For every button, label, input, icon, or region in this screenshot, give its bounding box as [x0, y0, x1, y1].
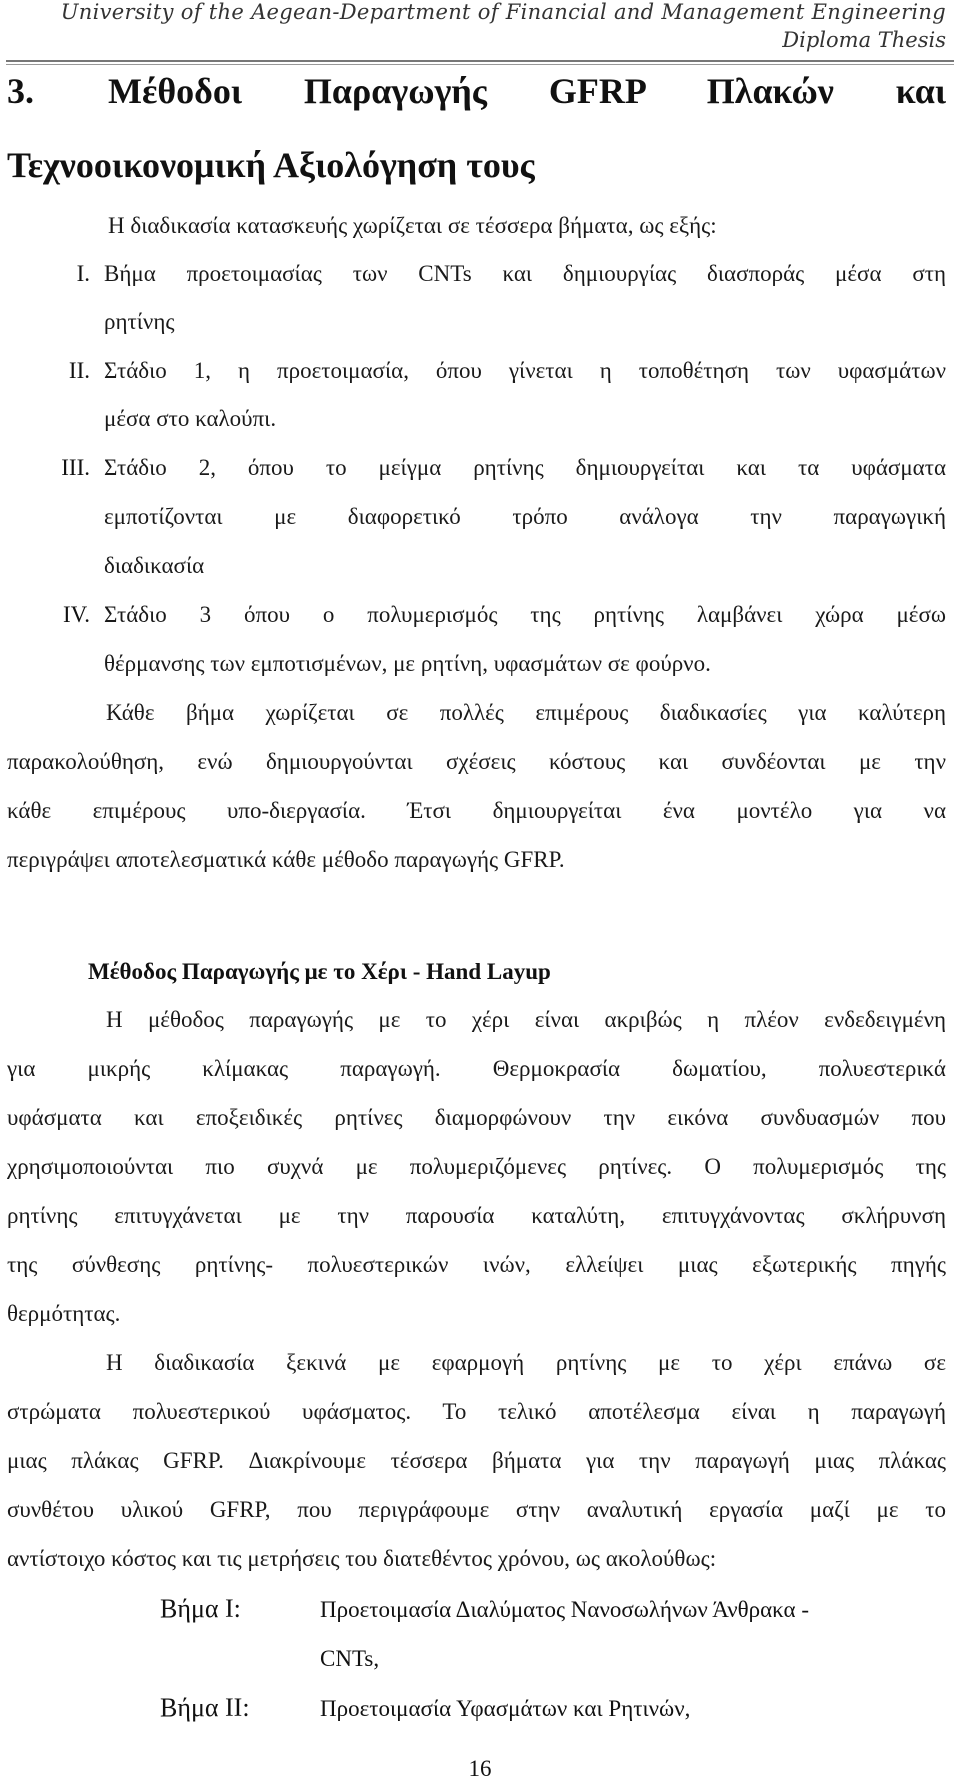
step-label: Βήμα Ι: — [160, 1594, 241, 1623]
list-number: II. — [68, 358, 90, 383]
paragraph-line: μιας πλάκας GFRP. Διακρίνουμε τέσσερα βήματα για την παραγωγή μιας πλάκας — [7, 1448, 946, 1473]
list-item-line: Στάδιο 3 όπου ο πολυμερισμός της ρητίνης λαμβάνει χώρα μέσω — [104, 602, 946, 627]
running-header-institution: University of the Aegean-Department of Financial and Management Engineering — [60, 0, 946, 24]
list-item-line: Στάδιο 1, η προετοιμασία, όπου γίνεται η τοποθέτηση των υφασμάτων — [104, 358, 946, 383]
paragraph-line: χρησιμοποιούνται πιο συχνά με πολυμεριζόμενες ρητίνες. Ο πολυμερισμός της — [7, 1154, 946, 1179]
step-label: Βήμα ΙΙ: — [160, 1693, 250, 1722]
list-item-line: διαδικασία — [104, 553, 205, 578]
chapter-title-line-2: Τεχνοοικονομική Αξιολόγηση τους — [7, 145, 535, 185]
paragraph-line: συνθέτου υλικού GFRP, που περιγράφουμε στην αναλυτική εργασία μαζί με το — [7, 1497, 946, 1522]
header-rule-thin — [6, 64, 954, 65]
list-item-line: Στάδιο 2, όπου το μείγμα ρητίνης δημιουργείται και τα υφάσματα — [104, 455, 946, 480]
step-description-line: Προετοιμασία Υφασμάτων και Ρητινών, — [320, 1696, 691, 1721]
chapter-number: 3. — [7, 71, 34, 111]
list-item-line: Βήμα προετοιμασίας των CNTs και δημιουργίας διασποράς μέσα στη — [104, 261, 946, 286]
list-item-line: ρητίνης — [104, 309, 175, 334]
list-number: I. — [76, 261, 90, 286]
paragraph-line: ρητίνης επιτυγχάνεται με την παρουσία καταλύτη, επιτυγχάνοντας σκλήρυνση — [7, 1203, 946, 1228]
list-item-line: εμποτίζονται με διαφορετικό τρόπο ανάλογα την παραγωγική — [104, 504, 946, 529]
paragraph-line: της σύνθεσης ρητίνης- πολυεστερικών ινών, ελλείψει μιας εξωτερικής πηγής — [7, 1252, 946, 1277]
list-item-line: θέρμανσης των εμποτισμένων, με ρητίνη, υφασμάτων σε φούρνο. — [104, 651, 711, 676]
paragraph-line: περιγράψει αποτελεσματικά κάθε μέθοδο παραγωγής GFRP. — [7, 847, 565, 872]
paragraph-line: Η διαδικασία ξεκινά με εφαρμογή ρητίνης με το χέρι επάνω σε — [106, 1350, 946, 1375]
page-number: 16 — [468, 1756, 492, 1781]
paragraph-line: υφάσματα και εποξειδικές ρητίνες διαμορφώνουν την εικόνα συνδυασμών που — [7, 1105, 946, 1130]
paragraph-line: αντίστοιχο κόστος και τις μετρήσεις του διατεθέντος χρόνου, ως ακολούθως: — [7, 1546, 717, 1571]
paragraph-line: Κάθε βήμα χωρίζεται σε πολλές επιμέρους διαδικασίες για καλύτερη — [106, 700, 946, 725]
list-number: III. — [61, 455, 90, 480]
running-header-doc-type: Diploma Thesis — [782, 28, 946, 52]
paragraph-line: Η μέθοδος παραγωγής με το χέρι είναι ακριβώς η πλέον ενδεδειγμένη — [106, 1007, 946, 1032]
paragraph-line: στρώματα πολυεστερικού υφάσματος. Το τελικό αποτέλεσμα είναι η παραγωγή — [7, 1399, 946, 1424]
paragraph-line: κάθε επιμέρους υπο-διεργασία. Έτσι δημιουργείται ένα μοντέλο για να — [7, 798, 946, 823]
list-item-line: μέσα στο καλούπι. — [104, 406, 277, 431]
chapter-title-line-1: Μέθοδοι Παραγωγής GFRP Πλακών και — [108, 71, 946, 111]
paragraph-line: παρακολούθηση, ενώ δημιουργούνται σχέσεις κόστους και συνδέονται με την — [7, 749, 946, 774]
section-subheading: Μέθοδος Παραγωγής με το Χέρι - Hand Layup — [88, 959, 551, 984]
header-rule — [6, 60, 954, 62]
step-description-line: Προετοιμασία Διαλύματος Νανοσωλήνων Άνθρακα - — [320, 1597, 809, 1622]
list-number: IV. — [62, 602, 90, 627]
paragraph-line: θερμότητας. — [7, 1301, 121, 1326]
intro-text: Η διαδικασία κατασκευής χωρίζεται σε τέσσερα βήματα, ως εξής: — [108, 213, 717, 238]
paragraph-line: για μικρής κλίμακας παραγωγή. Θερμοκρασία δωματίου, πολυεστερικά — [7, 1056, 946, 1081]
step-description-line: CNTs, — [320, 1646, 380, 1671]
